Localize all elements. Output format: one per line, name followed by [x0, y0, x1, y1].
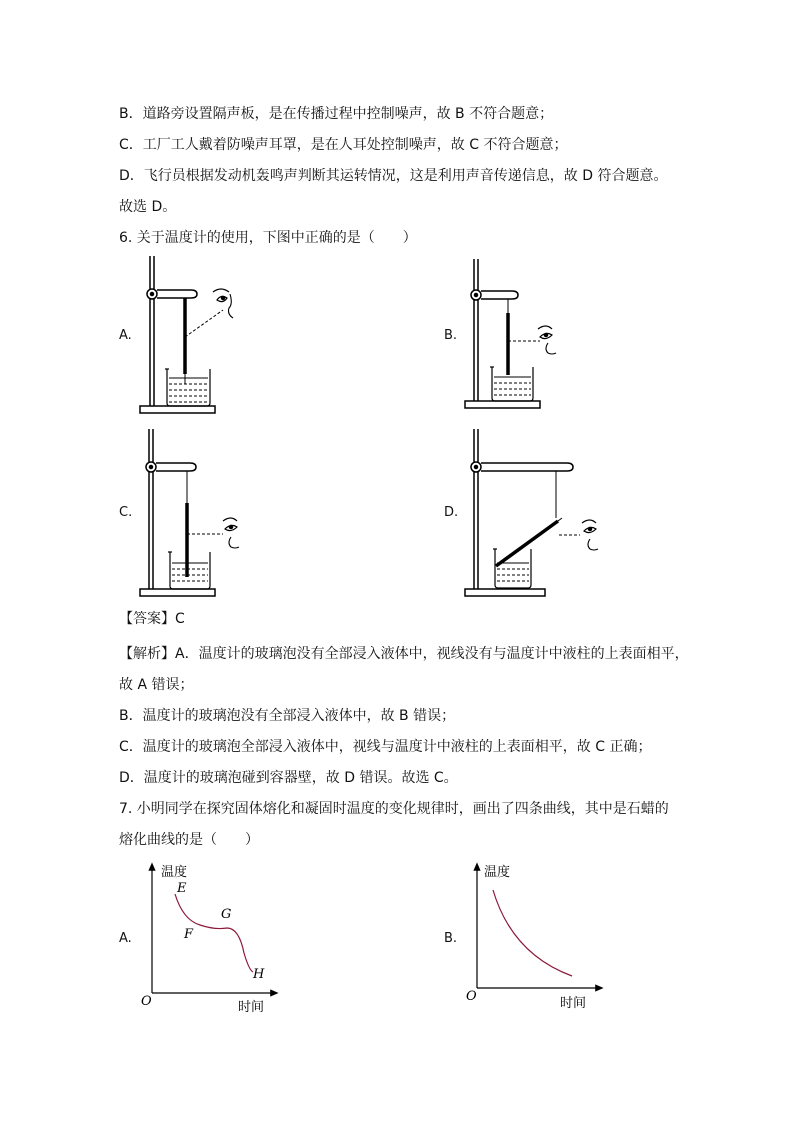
analysis-d-line: D．温度计的玻璃泡碰到容器壁，故 D 错误。故选 C。 — [119, 770, 458, 786]
point-f-label: F — [184, 927, 194, 942]
q6-option-a-label: A. — [119, 328, 132, 343]
analysis-b-line: B．温度计的玻璃泡没有全部浸入液体中，故 B 错误； — [119, 708, 456, 724]
choose-d-line: 故选 D。 — [119, 199, 177, 215]
point-e-label: E — [177, 881, 187, 896]
q7-option-a-label: A. — [119, 931, 132, 946]
question-7-line2: 熔化曲线的是（ ） — [119, 832, 259, 848]
q7-option-b-label: B. — [444, 931, 458, 946]
question-7-line1: 7. 小明同学在探究固体熔化和凝固时温度的变化规律时，画出了四条曲线，其中是石蜡的 — [119, 801, 669, 817]
q6-option-c-label: C. — [119, 505, 133, 520]
thermometer-setup-a — [135, 252, 245, 417]
point-g-label: G — [221, 907, 232, 922]
option-d-explanation: D．飞行员根据发动机轰鸣声判断其运转情况，这是利用声音传递信息，故 D 符合题意。 — [119, 168, 668, 184]
analysis-a-line2: 故 A 错误； — [119, 677, 194, 693]
option-c-explanation: C．工厂工人戴着防噪声耳罩，是在人耳处控制噪声，故 C 不符合题意； — [119, 137, 568, 153]
thermometer-setup-d — [460, 425, 610, 600]
temperature-graph-a — [135, 858, 285, 1018]
temperature-graph-b — [460, 858, 610, 1018]
x-axis-label: 时间 — [560, 996, 587, 1011]
thermometer-setup-c — [135, 425, 245, 600]
answer-line: 【答案】C — [119, 611, 185, 627]
analysis-c-line: C．温度计的玻璃泡全部浸入液体中，视线与温度计中液柱的上表面相平，故 C 正确； — [119, 739, 652, 755]
option-b-explanation: B．道路旁设置隔声板，是在传播过程中控制噪声，故 B 不符合题意； — [119, 106, 554, 122]
point-h-label: H — [253, 967, 265, 982]
y-axis-label: 温度 — [484, 865, 511, 880]
thermometer-setup-b — [460, 255, 570, 415]
q6-option-b-label: B. — [444, 328, 458, 343]
x-axis-label: 时间 — [238, 1000, 265, 1015]
cooling-curve — [493, 890, 572, 976]
question-6: 6. 关于温度计的使用，下图中正确的是（ ） — [119, 230, 417, 246]
y-axis-label: 温度 — [161, 865, 188, 880]
origin-label: O — [466, 989, 477, 1004]
origin-label: O — [141, 994, 152, 1009]
q6-option-d-label: D. — [444, 505, 459, 520]
analysis-a-line1: 【解析】A．温度计的玻璃泡没有全部浸入液体中，视线没有与温度计中液柱的上表面相平， — [119, 646, 689, 662]
